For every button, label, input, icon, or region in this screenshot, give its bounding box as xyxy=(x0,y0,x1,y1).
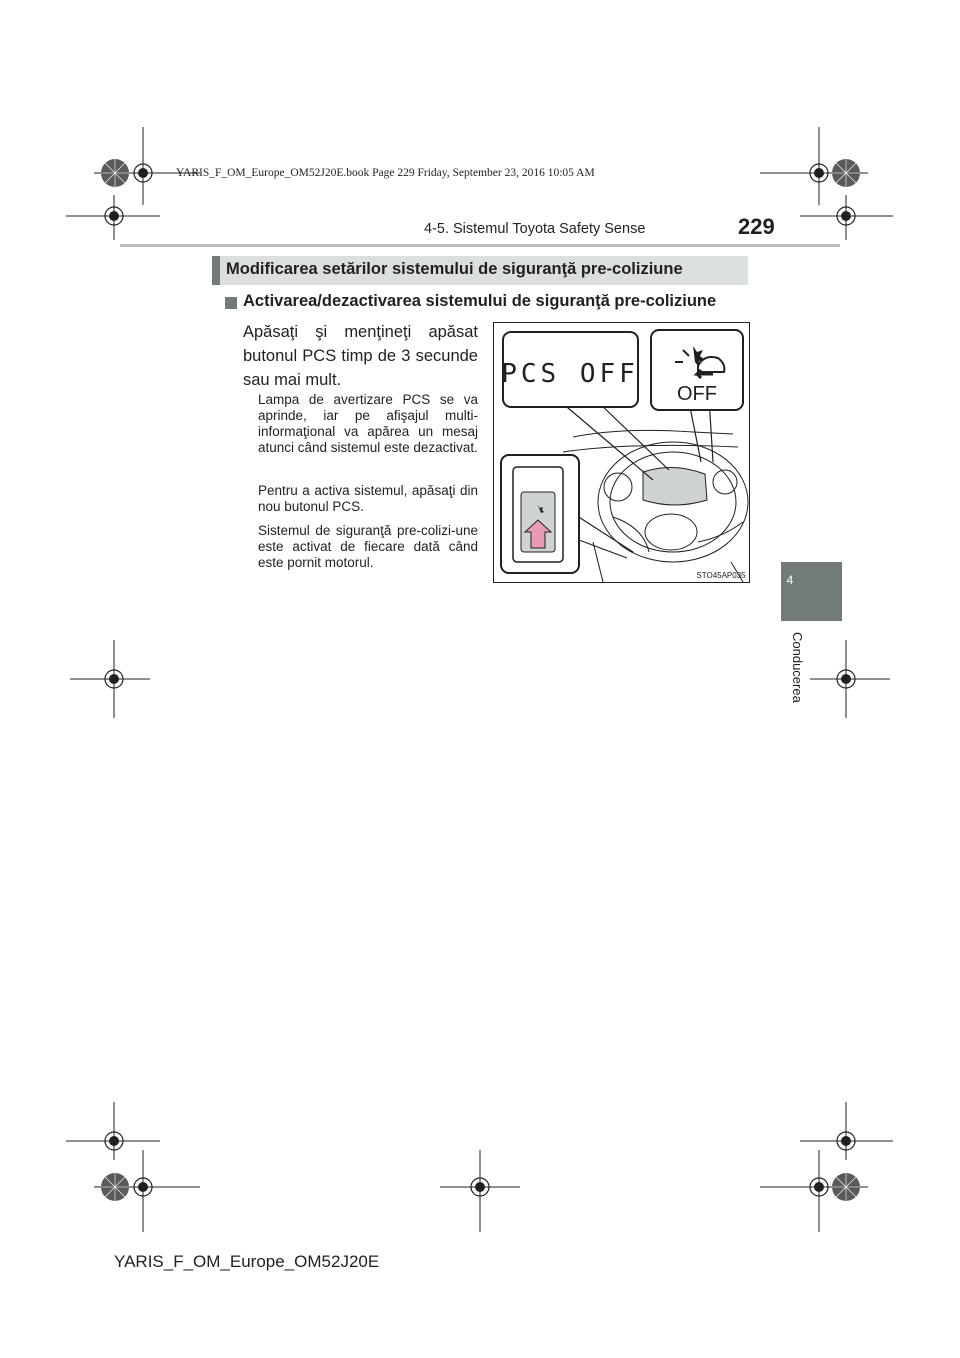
footer-model-code: YARIS_F_OM_Europe_OM52J20E xyxy=(114,1252,380,1271)
note-engine-start: Sistemul de siguranţă pre-colizi-une este activat de fiecare dată când este pornit motorul. xyxy=(258,523,478,570)
note-warning-lamp: Lampa de avertizare PCS se va aprinde, iar pe afişajul multi-informaţional va apărea un mesaj atunci când sistemul este dezactivat. xyxy=(258,392,478,455)
illustration-code: STO45AP035 xyxy=(696,571,746,580)
display-text: PCS OFF xyxy=(501,359,639,389)
step-text: Apăsaţi şi menţineţi apăsat butonul PCS timp de 3 secunde sau mai mult. xyxy=(243,323,478,389)
chapter-tab xyxy=(781,562,842,621)
topic-heading: Modificarea setărilor sistemului de siguranţă pre-coliziune xyxy=(226,260,683,278)
dashboard-illustration xyxy=(493,322,750,583)
subheading: Activarea/dezactivarea sistemului de siguranţă pre-coliziune xyxy=(243,292,717,310)
header-divider xyxy=(120,244,840,247)
book-info-line: YARIS_F_OM_Europe_OM52J20E.book Page 229 Friday, September 23, 2016 10:05 AM xyxy=(176,167,595,179)
square-bullet-icon xyxy=(225,297,237,309)
note-reactivate: Pentru a activa sistemul, apăsaţi din nou butonul PCS. xyxy=(258,483,478,514)
indicator-text: OFF xyxy=(677,383,717,405)
dashboard-drawing xyxy=(493,322,750,583)
chapter-label: Conducerea xyxy=(790,632,805,703)
section-title: 4-5. Sistemul Toyota Safety Sense xyxy=(424,221,646,237)
topic-heading-accent xyxy=(212,256,220,285)
page-number: 229 xyxy=(738,214,775,239)
chapter-number: 4 xyxy=(786,573,794,587)
